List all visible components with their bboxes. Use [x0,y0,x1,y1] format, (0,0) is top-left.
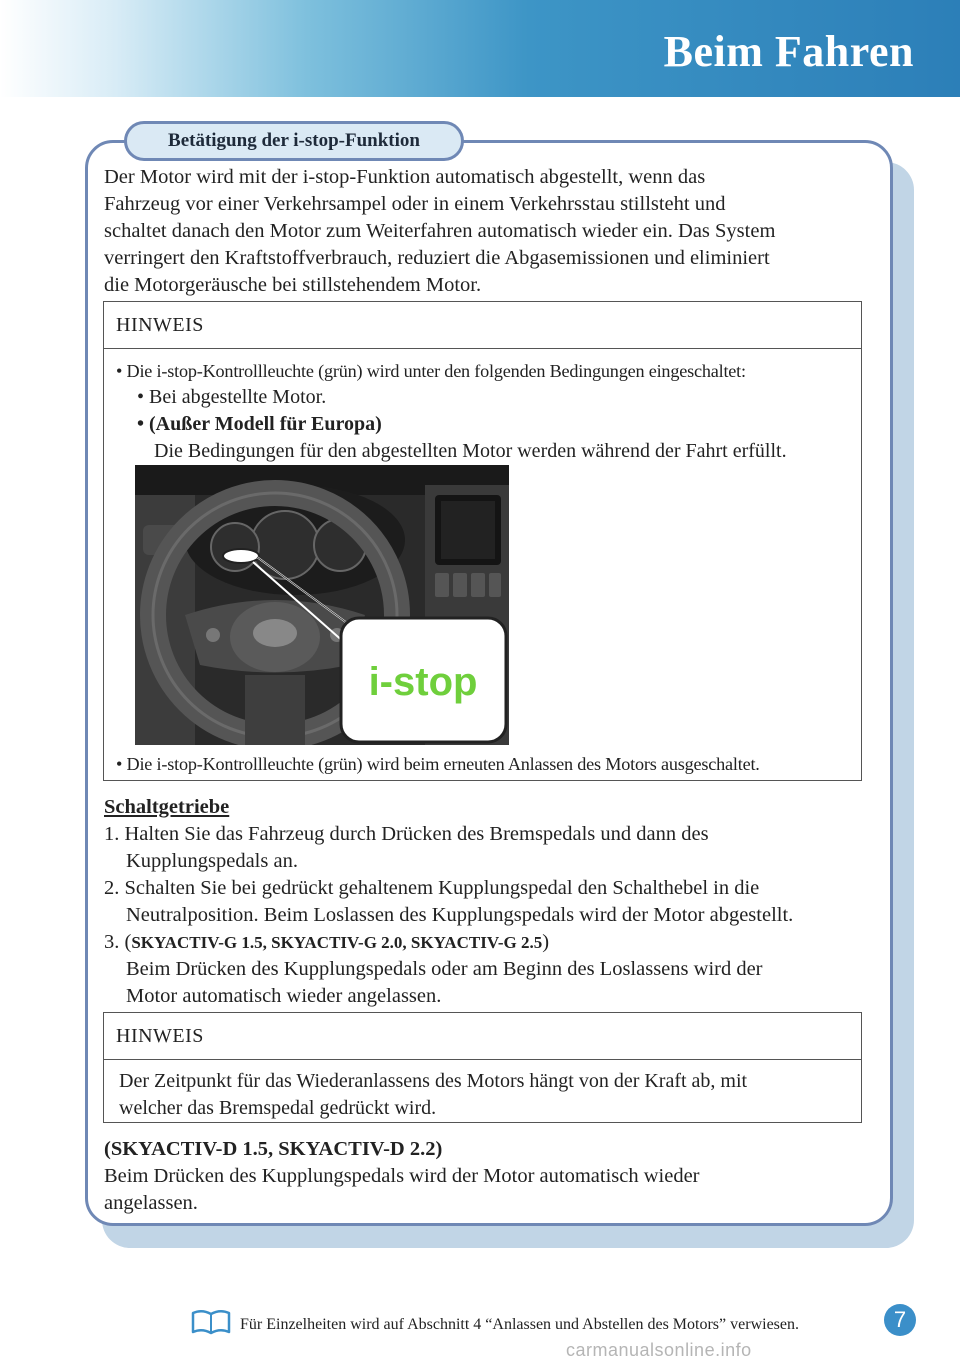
step-3-cont: Beim Drücken des Kupplungspedals oder am Beginn des Loslassens wird der [126,958,763,980]
intro-line: Der Motor wird mit der i-stop-Funktion automatisch abgestellt, wenn das [104,166,706,188]
diesel-line: angelassen. [104,1192,198,1214]
step-3-models: SKYACTIV-G 1.5, SKYACTIV-G 2.0, SKYACTIV-G 2.5 [131,933,543,952]
note-restart-text [119,1068,747,1122]
page-number-badge: 7 [884,1304,916,1336]
intro-line: schaltet danach den Motor zum Weiterfahren automatisch wieder ein. Das System [104,220,776,242]
note-condition-non-europe: • (Außer Modell für Europa) [137,413,382,435]
step-2: 2. Schalten Sie bei gedrückt gehaltenem Kupplungspedal den Schalthebel in die [104,877,760,899]
chapter-title: Beim Fahren [663,27,914,76]
dashboard-photo [135,465,509,745]
book-icon [190,1309,232,1335]
note-condition-detail: Die Bedingungen für den abgestellten Motor werden während der Fahrt erfüllt. [154,440,787,462]
note-off-condition: • Die i-stop-Kontrollleuchte (grün) wird beim erneuten Anlassen des Motors ausgeschaltet. [116,754,760,774]
note-box-restart [103,1012,862,1123]
istop-indicator-label: i-stop [368,660,478,704]
note-restart-line: Der Zeitpunkt für das Wiederanlassens des Motors hängt von der Kraft ab, mit [119,1070,748,1092]
diesel-section [104,1136,874,1217]
page-header-band [0,0,960,97]
indicator-location-marker [223,549,259,563]
intro-line: Fahrzeug vor einer Verkehrsampel oder in einem Verkehrsstau stillsteht und [104,193,726,215]
note-box-indicator [103,301,862,781]
manual-transmission-title: Schaltgetriebe [104,796,230,818]
footer-reference-text: Für Einzelheiten wird auf Abschnitt 4 “Anlassen und Abstellen des Motors” verwiesen. [240,1316,799,1333]
intro-line: verringert den Kraftstoffverbrauch, reduziert die Abgasemissionen und eliminiert [104,247,770,269]
step-1-cont: Kupplungspedals an. [126,850,298,872]
note-condition-engine-stopped: • Bei abgestellte Motor. [137,386,327,408]
note-heading: HINWEIS [104,302,861,349]
watermark: carmanualsonline.info [566,1340,752,1360]
footer-reference [190,1308,890,1336]
step-2-cont: Neutralposition. Beim Loslassen des Kupplungspedals wird der Motor abgestellt. [126,904,794,926]
step-3-prefix: 3. ( [104,931,132,953]
note-condition-intro: • Die i-stop-Kontrollleuchte (grün) wird unter den folgenden Bedingungen eingeschaltet: [116,361,746,381]
intro-paragraph [104,164,874,299]
section-title-tab: Betätigung der i-stop-Funktion [124,121,464,161]
manual-transmission-section [104,794,874,1010]
step-3-suffix: ) [542,931,550,953]
diesel-line: Beim Drücken des Kupplungspedals wird der Motor automatisch wieder [104,1165,700,1187]
step-1: 1. Halten Sie das Fahrzeug durch Drücken des Bremspedals und dann des [104,823,709,845]
intro-line: die Motorgeräusche bei stillstehendem Motor. [104,274,482,296]
note-restart-line: welcher das Bremspedal gedrückt wird. [119,1097,437,1119]
step-3-cont: Motor automatisch wieder angelassen. [126,985,442,1007]
step-3 [104,929,874,956]
note-heading: HINWEIS [104,1013,861,1060]
diesel-title: (SKYACTIV-D 1.5, SKYACTIV-D 2.2) [104,1138,443,1160]
